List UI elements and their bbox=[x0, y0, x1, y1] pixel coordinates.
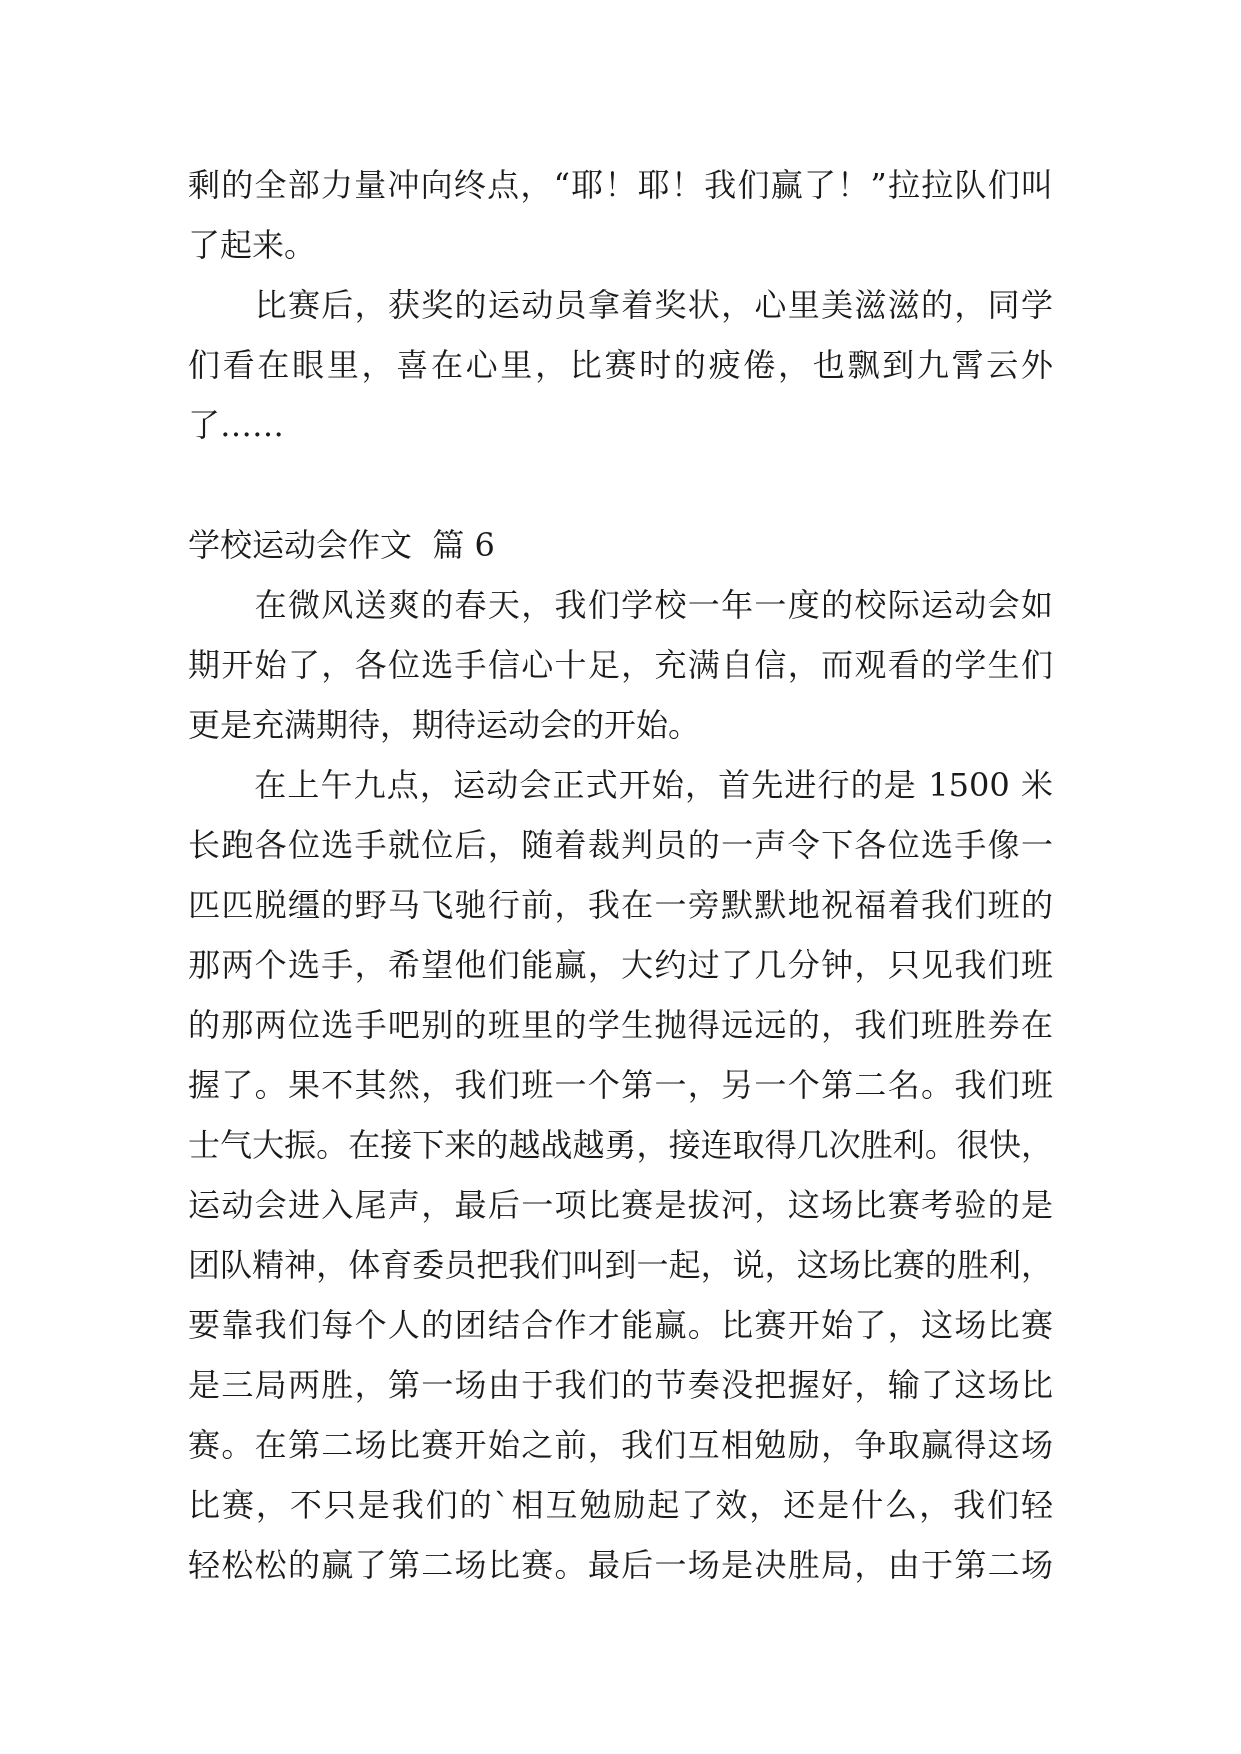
paragraph-4 bbox=[188, 755, 1053, 1595]
text-line: 比赛，不只是我们的`相互勉励起了效，还是什么，我们轻 bbox=[188, 1486, 1053, 1524]
text-line: 那两个选手，希望他们能赢，大约过了几分钟，只见我们班 bbox=[188, 946, 1053, 984]
text-line: 的那两位选手吧别的班里的学生抛得远远的，我们班胜券在 bbox=[188, 1006, 1053, 1044]
section-title: 学校运动会作文 篇 6 bbox=[188, 526, 495, 564]
text-line: 匹匹脱缰的野马飞驰行前，我在一旁默默地祝福着我们班的 bbox=[188, 886, 1053, 924]
text-line: 比赛后，获奖的运动员拿着奖状，心里美滋滋的，同学 bbox=[188, 286, 1053, 324]
text-line: 是三局两胜，第一场由于我们的节奏没把握好，输了这场比 bbox=[188, 1366, 1053, 1404]
text-line: 握了。果不其然，我们班一个第一，另一个第二名。我们班 bbox=[188, 1066, 1053, 1104]
text-line: 在上午九点，运动会正式开始，首先进行的是 1500 米 bbox=[188, 766, 1053, 804]
document-page bbox=[188, 155, 1053, 1595]
text-line: 团队精神，体育委员把我们叫到一起，说，这场比赛的胜利， bbox=[188, 1246, 1053, 1284]
text-line: 长跑各位选手就位后，随着裁判员的一声令下各位选手像一 bbox=[188, 826, 1053, 864]
text-line: 们看在眼里，喜在心里，比赛时的疲倦，也飘到九霄云外 bbox=[188, 346, 1053, 384]
paragraph-2 bbox=[188, 275, 1053, 455]
text-line: 赛。在第二场比赛开始之前，我们互相勉励，争取赢得这场 bbox=[188, 1426, 1053, 1464]
text-line: 在微风送爽的春天，我们学校一年一度的校际运动会如 bbox=[188, 586, 1053, 624]
text-line: 期开始了，各位选手信心十足，充满自信，而观看的学生们 bbox=[188, 646, 1053, 684]
text-line: 剩的全部力量冲向终点，“耶！耶！我们赢了！”拉拉队们叫 bbox=[188, 166, 1053, 204]
text-line: 了…… bbox=[188, 406, 285, 444]
text-line: 轻松松的赢了第二场比赛。最后一场是决胜局，由于第二场 bbox=[188, 1546, 1053, 1584]
text-line: 了起来。 bbox=[188, 226, 317, 264]
paragraph-3 bbox=[188, 575, 1053, 755]
text-line: 运动会进入尾声，最后一项比赛是拔河，这场比赛考验的是 bbox=[188, 1186, 1053, 1224]
text-line: 要靠我们每个人的团结合作才能赢。比赛开始了，这场比赛 bbox=[188, 1306, 1053, 1344]
text-line: 更是充满期待，期待运动会的开始。 bbox=[188, 706, 701, 744]
text-line: 士气大振。在接下来的越战越勇，接连取得几次胜利。很快， bbox=[188, 1126, 1053, 1164]
paragraph-1 bbox=[188, 155, 1053, 275]
